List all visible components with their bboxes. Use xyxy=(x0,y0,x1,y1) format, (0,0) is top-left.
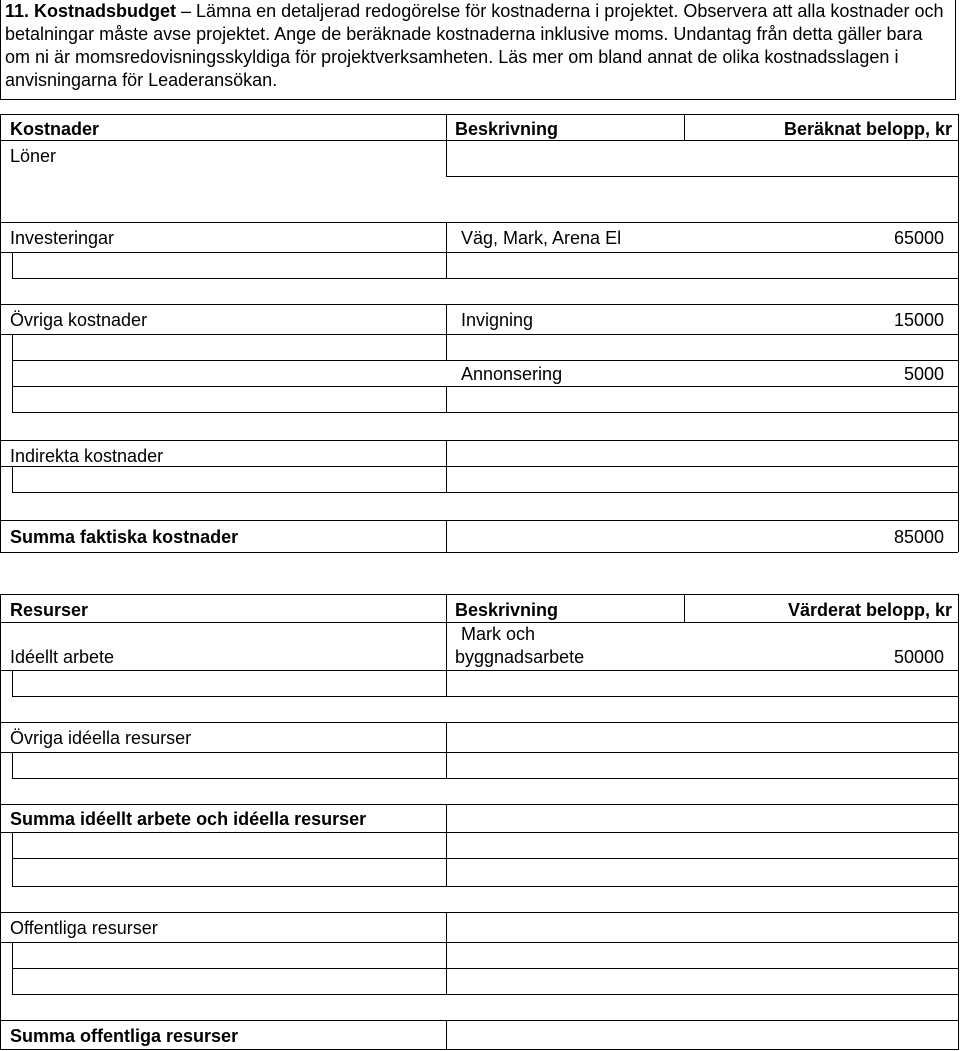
divider xyxy=(0,222,958,223)
divider xyxy=(446,804,447,832)
costs-header-amount: Beräknat belopp, kr xyxy=(783,119,952,139)
divider xyxy=(446,968,447,994)
resources-header-category: Resurser xyxy=(10,600,89,620)
divider xyxy=(0,520,958,521)
divider xyxy=(0,304,958,305)
divider xyxy=(446,832,447,858)
divider xyxy=(12,360,958,361)
divider xyxy=(446,252,447,278)
row-label-other-ideal-resources: Övriga idéella resurser xyxy=(10,728,192,748)
divider xyxy=(0,622,958,623)
divider xyxy=(12,968,13,994)
row-label-investments: Investeringar xyxy=(10,228,115,248)
divider xyxy=(0,140,958,141)
divider xyxy=(12,670,13,696)
divider xyxy=(0,942,958,943)
divider xyxy=(12,386,13,412)
divider xyxy=(12,412,958,413)
divider xyxy=(0,466,958,467)
divider xyxy=(0,1020,958,1021)
divider xyxy=(446,722,447,752)
divider xyxy=(0,752,958,753)
divider xyxy=(12,492,958,493)
divider xyxy=(0,552,958,553)
divider xyxy=(12,858,13,886)
investments-description: Väg, Mark, Arena El xyxy=(461,228,622,248)
ideal-total-label: Summa idéellt arbete och idéella resurser xyxy=(10,809,367,829)
advertising-amount: 5000 xyxy=(903,364,944,384)
divider xyxy=(12,886,958,887)
divider xyxy=(0,252,958,253)
divider xyxy=(446,466,447,492)
ideal-work-description-line2: byggnadsarbete xyxy=(455,647,585,667)
divider xyxy=(12,968,958,969)
divider xyxy=(12,466,13,492)
divider xyxy=(446,334,447,360)
total-costs-label: Summa faktiska kostnader xyxy=(10,527,239,547)
advertising-description: Annonsering xyxy=(461,364,563,384)
row-label-public-resources: Offentliga resurser xyxy=(10,918,158,938)
divider xyxy=(446,222,447,252)
divider xyxy=(0,334,958,335)
investments-amount: 65000 xyxy=(893,228,944,248)
divider xyxy=(0,804,958,805)
public-total-label: Summa offentliga resurser xyxy=(10,1026,239,1046)
divider xyxy=(12,334,13,360)
divider xyxy=(12,778,958,779)
costs-header-category: Kostnader xyxy=(10,119,100,139)
row-label-indirect-costs: Indirekta kostnader xyxy=(10,446,164,466)
divider xyxy=(446,670,447,696)
divider xyxy=(446,440,447,466)
ideal-work-description-line1: Mark och xyxy=(461,624,536,644)
divider xyxy=(446,114,447,140)
row-label-ideal-work: Idéellt arbete xyxy=(10,647,115,667)
divider xyxy=(446,304,447,334)
divider xyxy=(12,832,13,858)
divider xyxy=(446,942,447,968)
divider xyxy=(958,114,959,552)
divider xyxy=(958,594,959,1050)
divider xyxy=(12,252,13,278)
divider xyxy=(0,594,1,1050)
divider xyxy=(446,858,447,886)
divider xyxy=(0,670,958,671)
divider xyxy=(0,440,958,441)
divider xyxy=(446,176,958,177)
row-label-other-costs: Övriga kostnader xyxy=(10,310,148,330)
divider xyxy=(446,1020,447,1050)
divider xyxy=(0,1049,958,1050)
divider xyxy=(12,752,13,778)
other-costs-amount: 15000 xyxy=(893,310,944,330)
divider xyxy=(446,520,447,552)
divider xyxy=(12,696,958,697)
divider xyxy=(0,114,958,115)
costs-header-description: Beskrivning xyxy=(455,119,559,139)
divider xyxy=(0,722,958,723)
divider xyxy=(684,594,685,622)
resources-header-amount: Värderat belopp, kr xyxy=(787,600,952,620)
divider xyxy=(446,622,447,670)
instructions-box xyxy=(0,0,956,100)
divider xyxy=(0,114,1,552)
divider xyxy=(446,140,447,176)
divider xyxy=(12,858,958,859)
divider xyxy=(12,942,13,968)
divider xyxy=(684,114,685,140)
heading-dash: – xyxy=(176,1,197,21)
ideal-work-amount: 50000 xyxy=(893,647,944,667)
row-label-salaries: Löner xyxy=(10,146,57,166)
divider xyxy=(12,994,958,995)
divider xyxy=(0,594,958,595)
divider xyxy=(446,594,447,622)
total-costs-amount: 85000 xyxy=(893,527,944,547)
section-heading: 11. Kostnadsbudget xyxy=(5,1,177,21)
divider xyxy=(446,752,447,778)
divider xyxy=(12,278,958,279)
divider xyxy=(12,386,958,387)
divider xyxy=(0,832,958,833)
instructions-text: Lämna en detaljerad redogörelse för kostnaderna i projektet. Observera att alla kostnader och betalningar måste avse projektet. Ange de beräknade kostnaderna inklusive moms. Undantag från detta gäller bara om ni är momsredovisningsskyldiga för projektverksamheten. Läs mer om bland annat de olika kostnadsslagen i anvisningarna för Leaderansökan. xyxy=(5,1,944,90)
divider xyxy=(0,912,958,913)
resources-header-description: Beskrivning xyxy=(455,600,559,620)
divider xyxy=(446,386,447,412)
divider xyxy=(446,912,447,942)
other-costs-description: Invigning xyxy=(461,310,534,330)
divider xyxy=(12,360,13,386)
